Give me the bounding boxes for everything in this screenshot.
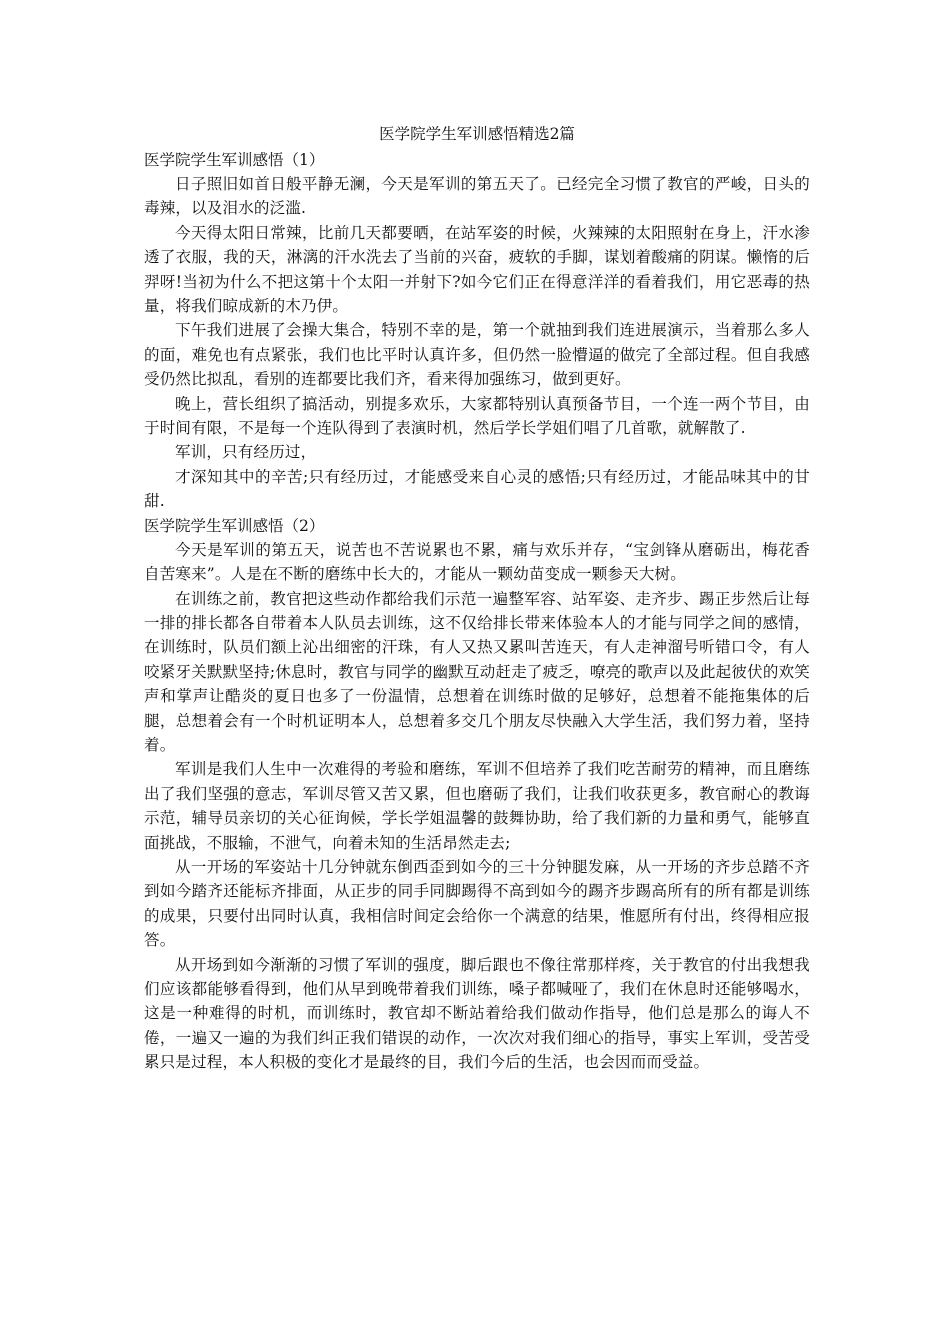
paragraph: 军训是我们人生中一次难得的考验和磨练，军训不但培养了我们吃苦耐劳的精神，而且磨练出了我们坚强的意志，军训尽管又苦又累，但也磨砺了我们，让我们收获更多，教官耐心的教诲示范，辅导员亲切的关心征询候，学长学姐温馨的鼓舞协助，给了我们新的力量和勇气，能够直面挑战，不服输，不泄气，向着未知的生活昂然走去; (144, 760, 810, 852)
paragraph: 今天得太阳日常辣，比前几天都要晒，在站军姿的时候，火辣辣的太阳照射在身上，汗水渗透了衣服，我的天，淋漓的汗水洗去了当前的兴奋，疲软的手脚，谋划着酸痛的阴谋。懒惰的后羿呀!当初为什么不把这第十个太阳一并射下?如今它们正在得意洋洋的看着我们，用它恶毒的热量，将我们晾成新的木乃伊。 (144, 223, 810, 316)
paragraph: 军训，只有经历过， (175, 443, 317, 462)
document-title: 医学院学生军训感悟精选2篇 (379, 125, 575, 143)
section-heading: 医学院学生军训感悟（2） (144, 516, 325, 535)
section-1 (144, 148, 810, 514)
paragraph: 日子照旧如首日般平静无澜，今天是军训的第五天了。已经完全习惯了教官的严峻，日头的毒辣，以及泪水的泛滥. (144, 175, 810, 218)
paragraph: 今天是军训的第五天，说苦也不苦说累也不累，痛与欢乐并存，“宝剑锋从磨砺出，梅花香自苦寒来”。人是在不断的磨练中长大的，才能从一颗幼苗变成一颗参天大树。 (144, 540, 810, 584)
section-heading: 医学院学生军训感悟（1） (144, 151, 325, 169)
paragraph: 才深知其中的辛苦;只有经历过，才能感受来自心灵的感悟;只有经历过，才能品味其中的甘甜. (144, 467, 810, 511)
section-2 (144, 514, 810, 1075)
paragraph: 下午我们进展了会操大集合，特别不幸的是，第一个就抽到我们连进展演示，当着那么多人的面，难免也有点紧张，我们也比平时认真许多，但仍然一脸懵逼的做完了全部过程。但自我感受仍然比拟乱，看别的连都要比我们齐，看来得加强练习，做到更好。 (144, 321, 810, 389)
paragraph: 晚上，营长组织了搞活动，别提多欢乐，大家都特别认真预备节目，一个连一两个节目，由于时间有限，不是每一个连队得到了表演时机，然后学长学姐们唱了几首歌，就解散了. (144, 394, 810, 438)
paragraph: 从一开场的军姿站十几分钟就东倒西歪到如今的三十分钟腿发麻，从一开场的齐步总踏不齐到如今踏齐还能标齐排面，从正步的同手同脚踢得不高到如今的踢齐步踢高所有的所有都是训练的成果，只要付出同时认真，我相信时间定会给你一个满意的结果，惟愿所有付出，终得相应报答。 (144, 857, 810, 950)
document-page (144, 122, 810, 1075)
paragraph: 在训练之前，教官把这些动作都给我们示范一遍整军容、站军姿、走齐步、踢正步然后让每一排的排长都各自带着本人队员去训练，这不仅给排长带来体验本人的才能与同学之间的感情，在训练时，队员们额上沁出细密的汗珠，有人又热又累叫苦连天，有人走神溜号听错口令，有人咬紧牙关默默坚持;休息时，教官与同学的幽默互动赶走了疲乏，嘹亮的歌声以及此起彼伏的欢笑声和掌声让酷炎的夏日也多了一份温情，总想着在训练时做的足够好，总想着不能拖集体的后腿，总想着会有一个时机证明本人，总想着多交几个朋友尽快融入大学生活，我们努力着，坚持着。 (144, 589, 810, 754)
paragraph: 从开场到如今渐渐的习惯了军训的强度，脚后跟也不像往常那样疼，关于教官的付出我想我们应该都能够看得到，他们从早到晚带着我们训练，嗓子都喊哑了，我们在休息时还能够喝水，这是一种难得的时机，而训练时，教官却不断站着给我们做动作指导，他们总是那么的诲人不倦，一遍又一遍的为我们纠正我们错误的动作，一次次对我们细心的指导，事实上军训，受苦受累只是过程，本人积极的变化才是最终的目，我们今后的生活，也会因而而受益。 (144, 955, 810, 1072)
